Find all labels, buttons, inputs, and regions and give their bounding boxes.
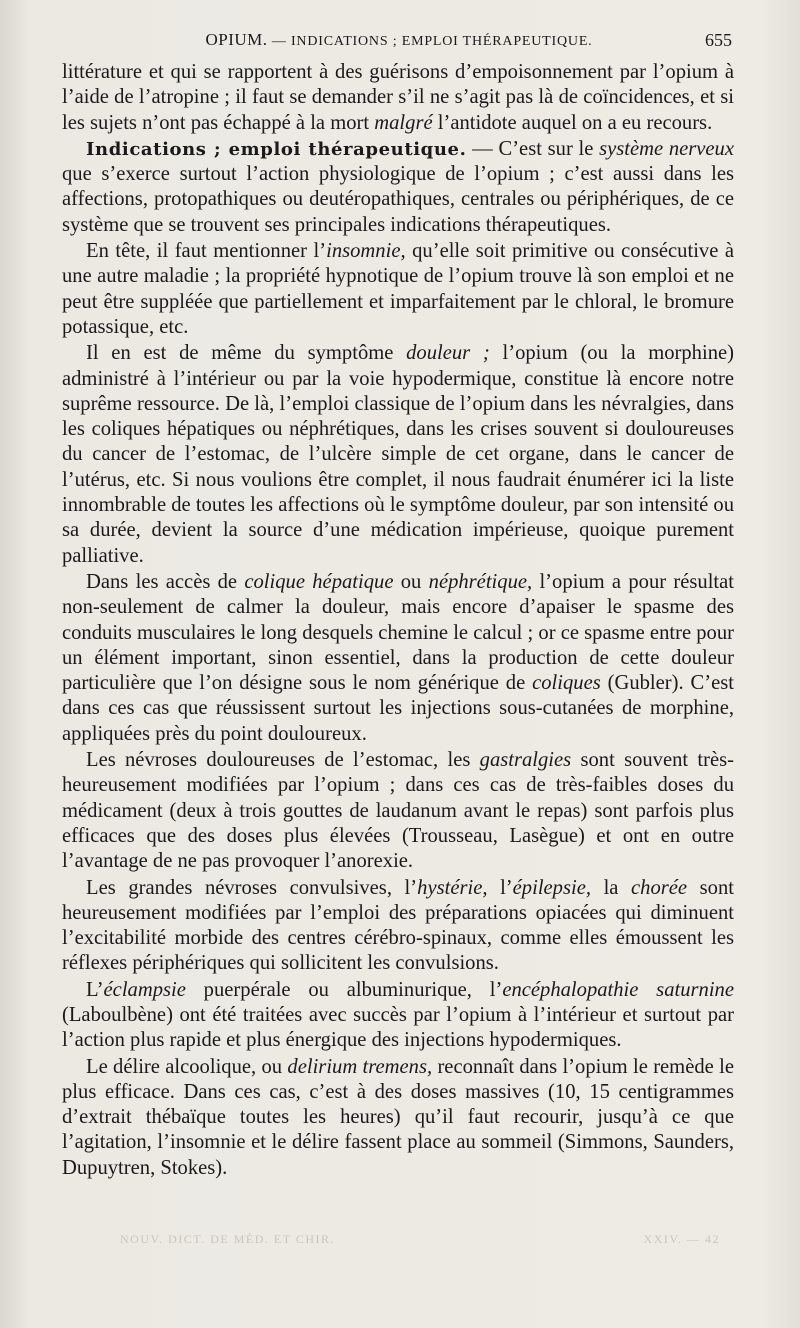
- running-title: [62, 30, 736, 50]
- paragraph: Le délire alcoolique, ou delirium tremens, reconnaît dans l’opium le remède le plus efficace. Dans ces cas, c’est à des doses massives (10, 15 centigrammes d’extrait thébaïque toutes les heures) qu’il faut recourir, jusqu’à ce que l’agitation, l’insomnie et le délire fassent place au sommeil (Simmons, Saunders, Dupuytren, Stokes).: [62, 1055, 734, 1179]
- running-title-subtitle: — INDICATIONS ; EMPLOI THÉRAPEUTIQUE.: [267, 34, 593, 49]
- paragraph: En tête, il faut mentionner l’insomnie, qu’elle soit primitive ou consécutive à une autre maladie ; la propriété hypnotique de l’opium trouve là son emploi et ne peut être suppléée que partiellement et imparfaitement par le chloral, le bromure potassique, etc.: [62, 240, 734, 338]
- paragraph: Les grandes névroses convulsives, l’hystérie, l’épilepsie, la chorée sont heureusement modifiées par l’emploi des préparations opiacées qui diminuent l’excitabilité morbide des centres cérébro-spinaux, comme elles émoussent les réflexes périphériques qui sollicitent les convulsions.: [62, 876, 734, 975]
- section-heading: Indications ; emploi thérapeutique.: [86, 138, 467, 160]
- paragraph: Les névroses douloureuses de l’estomac, les gastralgies sont souvent très-heureusement modifiées par l’opium ; dans ces cas de très-faibles doses du médicament (deux à trois gouttes de laudanum avant le repas) sont parfois plus efficaces que des doses plus élevées (Trousseau, Lasègue) et ont en outre l’avantage de ne pas provoquer l’anorexie.: [62, 749, 734, 873]
- footer-volume: XXIV. — 42: [643, 1232, 720, 1246]
- paragraph: Il en est de même du symptôme douleur ; l’opium (ou la morphine) administré à l’intérieur ou par la voie hypodermique, constitue là encore notre suprême ressource. De là, l’emploi classique de l’opium dans les névralgies, dans les coliques hépatiques ou néphrétiques, dans les crises souvent si douloureuses du cancer de l’estomac, de l’ulcère simple de cet organe, dans le cancer de l’utérus, etc. Si nous voulions être complet, il nous faudrait énumérer ici la liste innombrable de toutes les affections où le symptôme douleur, par son intensité ou sa durée, devient la source d’une médication impérieuse, quoique purement palliative.: [62, 342, 734, 567]
- running-header: [62, 30, 736, 56]
- running-title-main: OPIUM.: [205, 30, 268, 49]
- paragraph: littérature et qui se rapportent à des guérisons d’empoisonnement par l’opium à l’aide de l’atropine ; il faut se demander s’il ne s’agit pas là de coïncidences, et si les sujets n’ont pas échappé à la mort malgré l’antidote auquel on a eu recours.: [62, 61, 734, 134]
- paragraph: Indications ; emploi thérapeutique. — C’est sur le système nerveux que s’exerce surtout l’action physiologique de l’opium ; c’est aussi dans les affections, protopathiques ou deutéropathiques, centrales ou périphériques, de ce système que se trouvent ses principales indications thérapeutiques.: [62, 137, 734, 236]
- paragraph: Dans les accès de colique hépatique ou néphrétique, l’opium a pour résultat non-seulement de calmer la douleur, mais encore d’apaiser le spasme des conduits musculaires le long desquels chemine le calcul ; or ce spasme entre pour un élément important, sinon essentiel, dans la production de cette douleur particulière que l’on désigne sous le nom générique de coliques (Gubler). C’est dans ces cas que réussissent surtout les injections sous-cutanées de morphine, appliquées près du point douloureux.: [62, 570, 735, 745]
- page-number: 655: [705, 30, 732, 50]
- bleed-through-footer: [120, 1232, 720, 1252]
- body-text: [62, 60, 734, 1181]
- paragraph: L’éclampsie puerpérale ou albuminurique, l’encéphalopathie saturnine (Laboulbène) ont été traitées avec succès par l’opium à l’intérieur et surtout par l’action plus rapide et plus énergique des injections hypodermiques.: [62, 978, 734, 1052]
- footer-signature: NOUV. DICT. DE MÉD. ET CHIR.: [120, 1232, 335, 1246]
